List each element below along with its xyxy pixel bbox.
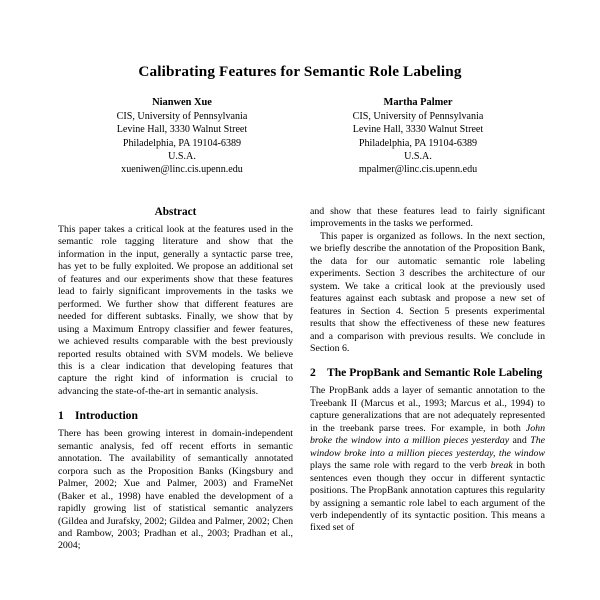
abstract-continuation-paragraph: and show that these features lead to fairly significant improvements in the tasks we performed. <box>310 206 545 230</box>
author-name: Martha Palmer <box>383 97 453 108</box>
abstract-text: This paper takes a critical look at the features used in the semantic role tagging literature and show that the information in the input, generally a syntactic parse tree, has yet to be fully exploited. We propose an additional set of features and our experiments show that these features lead to fairly significant improvements in the tasks we performed. We further show that different features are needed for different subtasks. Finally, we show that by using a Maximum Entropy classifier and fewer features, we achieved results comparable with the best previously reported results obtained with SVM models. We believe this is a clear indication that developing features that capture the right kind of information is crucial to advancing the state-of-the-art in semantic analysis. <box>58 224 293 397</box>
author-country: U.S.A. <box>404 150 432 162</box>
author-address-line-2: Philadelphia, PA 19104-6389 <box>122 137 242 149</box>
example-sentence-1: broke the window into a million pieces yesterday <box>310 435 510 447</box>
author-address-line-1: Levine Hall, 3330 Walnut Street <box>116 124 248 136</box>
author-email[interactable]: mpalmer@linc.cis.upenn.edu <box>358 164 478 176</box>
propbank-text-part-3: plays the same role with regard to the verb <box>310 460 491 472</box>
right-column <box>310 206 545 600</box>
author-affiliation: CIS, University of Pennsylvania <box>116 111 248 123</box>
abstract-heading: Abstract <box>154 206 197 218</box>
propbank-paragraph <box>310 385 545 534</box>
example-sentence-john: John <box>525 422 545 434</box>
section-title: The PropBank and Semantic Role Labeling <box>327 366 543 380</box>
author-affiliation: CIS, University of Pennsylvania <box>352 111 484 123</box>
author-country: U.S.A. <box>168 150 196 162</box>
author-name: Nianwen Xue <box>152 97 212 108</box>
propbank-text-part-2: and <box>509 435 531 447</box>
section-number: 2 <box>310 366 316 380</box>
author-email[interactable]: xueniwen@linc.cis.upenn.edu <box>121 164 243 176</box>
title-block <box>0 0 600 81</box>
propbank-text-part-1: The PropBank adds a layer of semantic annotation to the Treebank II (Marcus et al., 1993; Marcus et al., 1994) to capture generalizations that are not adequately represented in the treebank parse trees. For example, in both <box>310 385 545 434</box>
section-heading-1 <box>58 409 293 423</box>
author-entry-2 <box>300 96 536 176</box>
body-columns <box>58 206 545 600</box>
example-sentence-2: The window broke into a million pieces yesterday, the window <box>310 435 545 459</box>
verb-break: break <box>490 460 513 472</box>
author-address-line-2: Philadelphia, PA 19104-6389 <box>358 137 478 149</box>
organization-paragraph: This paper is organized as follows. In the next section, we briefly describe the annotation of the Proposition Bank, the data for our automatic semantic role labeling experiments. Section 3 describes the architecture of our system. We take a critical look at the previously used features against each subtask and propose a new set of features in Section 4. Section 5 presents experimental results that show the effectiveness of these new features and a comparison with previous results. We conclude in Section 6. <box>310 230 545 354</box>
section-number: 1 <box>58 409 64 423</box>
introduction-paragraph: There has been growing interest in domain-independent semantic analysis, fed off recent efforts in semantic annotation. The availability of semantically annotated corpora such as the Proposition Banks (Kingsbury and Palmer, 2002; Xue and Palmer, 2003) and FrameNet (Baker et al., 1998) have enabled the development of a rapidly growing list of statistical semantic analyzers (Gildea and Jurafsky, 2002; Gildea and Palmer, 2002; Chen and Rambow, 2003; Pradhan et al., 2003; Pradhan et al., 2004; <box>58 428 293 552</box>
author-entry-1 <box>64 96 300 176</box>
author-address-line-1: Levine Hall, 3330 Walnut Street <box>352 124 484 136</box>
section-title: Introduction <box>75 409 138 423</box>
author-block <box>0 96 600 176</box>
section-heading-2 <box>310 366 545 380</box>
page-title: Calibrating Features for Semantic Role Labeling <box>138 63 462 80</box>
propbank-text-part-4: in both sentences even though they occur in different syntactic positions. The PropBank annotation captures this regularity by assigning a semantic role label to each argument of the verb independently of its syntactic position. This means a fixed set of <box>310 460 545 534</box>
left-column <box>58 206 293 600</box>
